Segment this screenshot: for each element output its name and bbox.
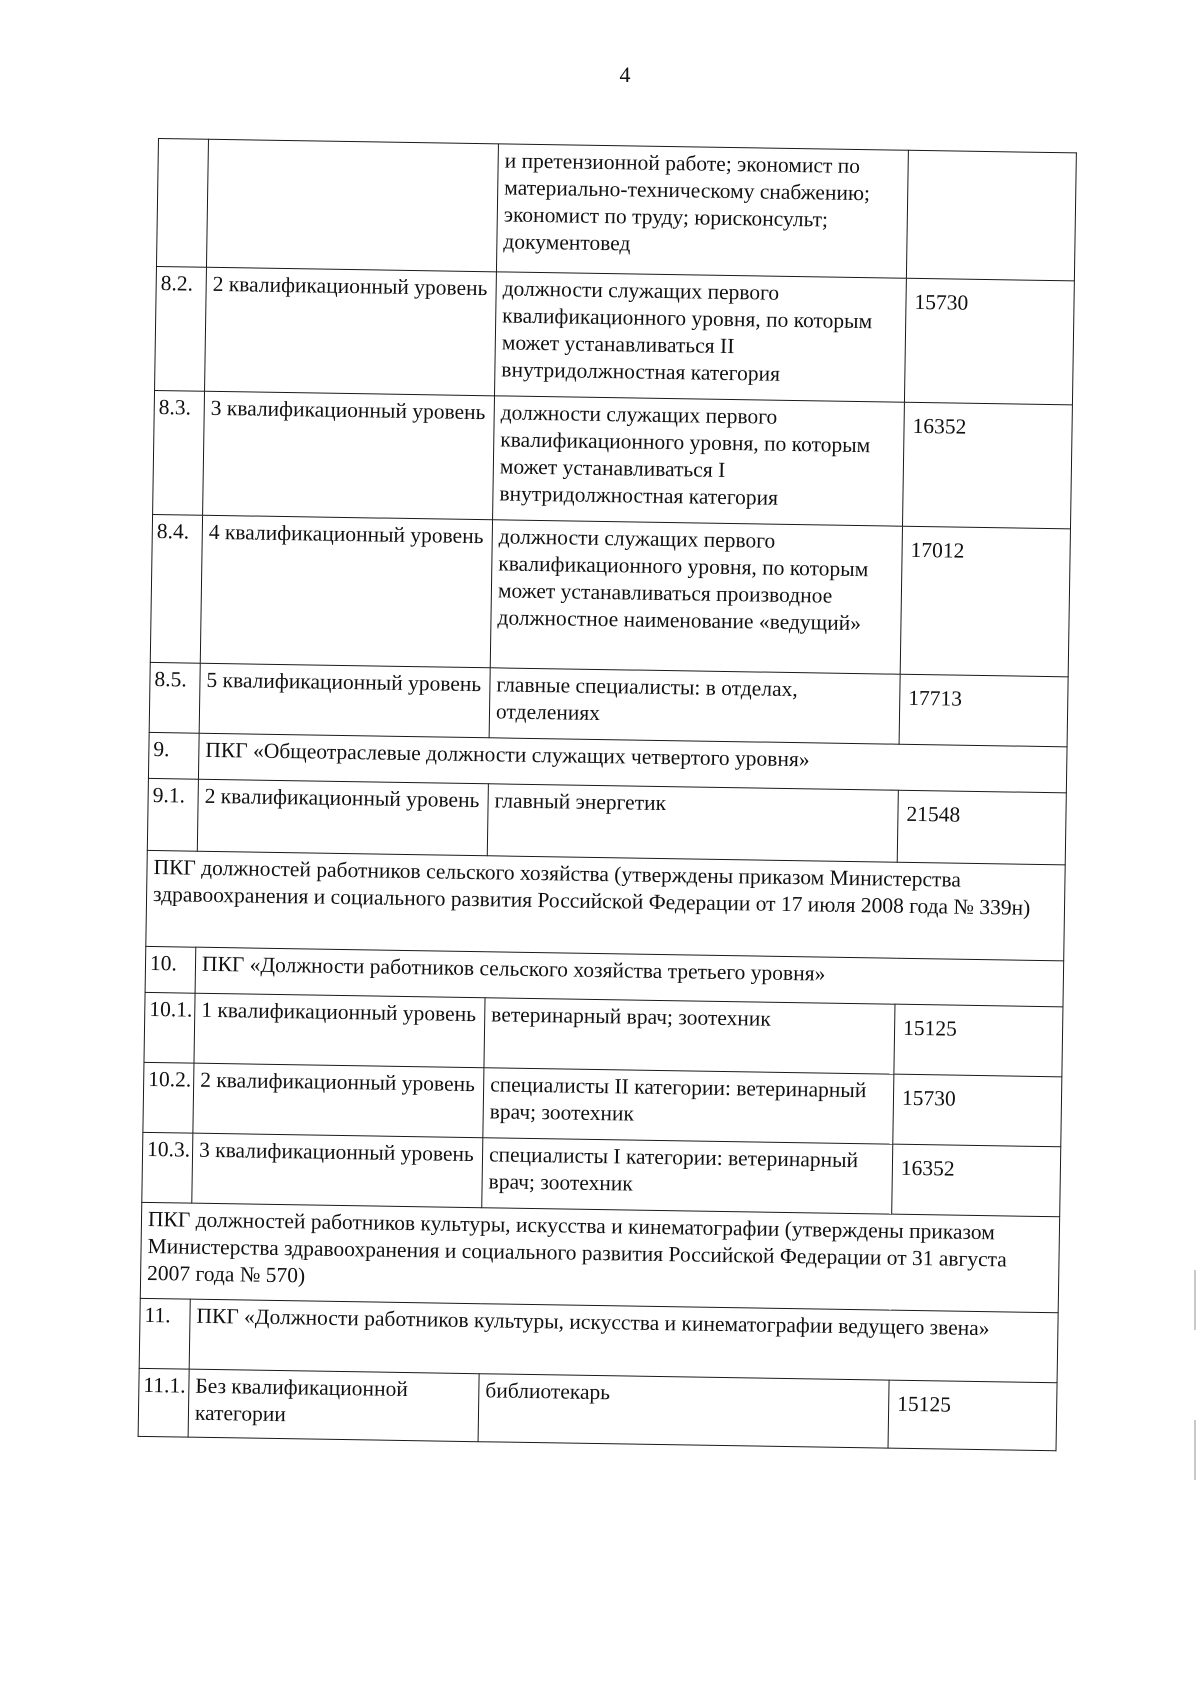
table-row [156,139,1076,281]
position-description: должности служащих первого квалификационного уровня, по которым может устанавливаться I внутридолжностная категория [493,396,905,526]
position-description: библиотекарь [478,1374,889,1448]
salary-value: 15125 [888,1380,1057,1451]
section-heading: ПКГ должностей работников сельского хозяйства (утверждены приказом Министерства здравоохранения и социального развития Российской Федерации от 17 июля 2008 года № 339н) [146,850,1065,960]
table-row [155,266,1075,404]
salary-value: 16352 [902,402,1072,529]
qualification-level: 1 квалификационный уровень [194,993,485,1068]
row-number [156,139,208,268]
position-description: должности служащих первого квалификационного уровня, по которым может устанавливаться II внутридолжностная категория [494,272,906,402]
qualification-level: 4 квалификационный уровень [200,515,492,668]
group-title: ПКГ «Общеотраслевые должности служащих четвертого уровня» [198,733,1067,793]
row-number: 10.3. [142,1132,193,1203]
position-description: главные специалисты: в отделах, отделениях [489,668,900,744]
salary-value: 15125 [894,1004,1063,1077]
row-number: 11.1. [138,1368,189,1437]
salary-value: 17012 [900,526,1070,677]
row-number: 10.2. [143,1062,194,1133]
qualification-level: 2 квалификационный уровень [197,779,488,856]
row-number: 8.2. [155,266,207,391]
position-description: главный энергетик [487,784,898,862]
salary-value: 15730 [893,1074,1062,1147]
qualification-level: 2 квалификационный уровень [193,1063,484,1138]
salary-value: 16352 [892,1144,1061,1217]
row-number: 8.4. [150,514,202,663]
section-row [146,850,1065,960]
qualification-level: 5 квалификационный уровень [199,663,490,738]
qualification-level: Без квалификационной категории [188,1369,479,1442]
section-row [140,1202,1059,1312]
salary-value [906,150,1076,281]
page-number: 4 [619,62,631,87]
position-description: специалисты I категории: ветеринарный врач; зоотехник [482,1138,893,1214]
qualification-level [206,139,498,272]
salary-table [138,138,1077,1451]
row-number: 8.3. [153,390,205,515]
qualification-level: 3 квалификационный уровень [192,1133,483,1208]
salary-table-body [138,139,1076,1451]
group-title: ПКГ «Должности работников культуры, искусства и кинематографии ведущего звена» [189,1299,1058,1383]
group-number: 10. [145,946,196,993]
position-description: ветеринарный врач; зоотехник [484,998,895,1074]
section-heading: ПКГ должностей работников культуры, искусства и кинематографии (утверждены приказом Министерства здравоохранения и социального развития Российской Федерации от 31 августа 2007 года № 570) [140,1202,1059,1312]
table-row [153,390,1073,528]
row-number: 9.1. [147,778,198,851]
salary-value: 21548 [897,790,1066,865]
table-row [150,514,1070,676]
qualification-level: 3 квалификационный уровень [203,391,495,520]
group-number: 9. [148,732,199,779]
qualification-level: 2 квалификационный уровень [205,267,497,396]
scan-edge-mark [1194,1420,1196,1480]
salary-value: 15730 [904,278,1074,405]
group-number: 11. [139,1298,190,1369]
row-number: 8.5. [149,662,200,733]
table-row [138,1368,1057,1450]
position-description: специалисты II категории: ветеринарный врач; зоотехник [483,1068,894,1144]
position-description: и претензионной работе; экономист по материально-техническому снабжению; экономист по труду; юрисконсульт; документовед [496,144,908,278]
group-title: ПКГ «Должности работников сельского хозяйства третьего уровня» [195,947,1064,1007]
salary-value: 17713 [899,674,1068,747]
scan-edge-mark [1194,1270,1196,1330]
row-number: 10.1. [144,992,195,1063]
position-description: должности служащих первого квалификационного уровня, по которым может устанавливаться производное должностное наименование «ведущий» [490,520,902,674]
